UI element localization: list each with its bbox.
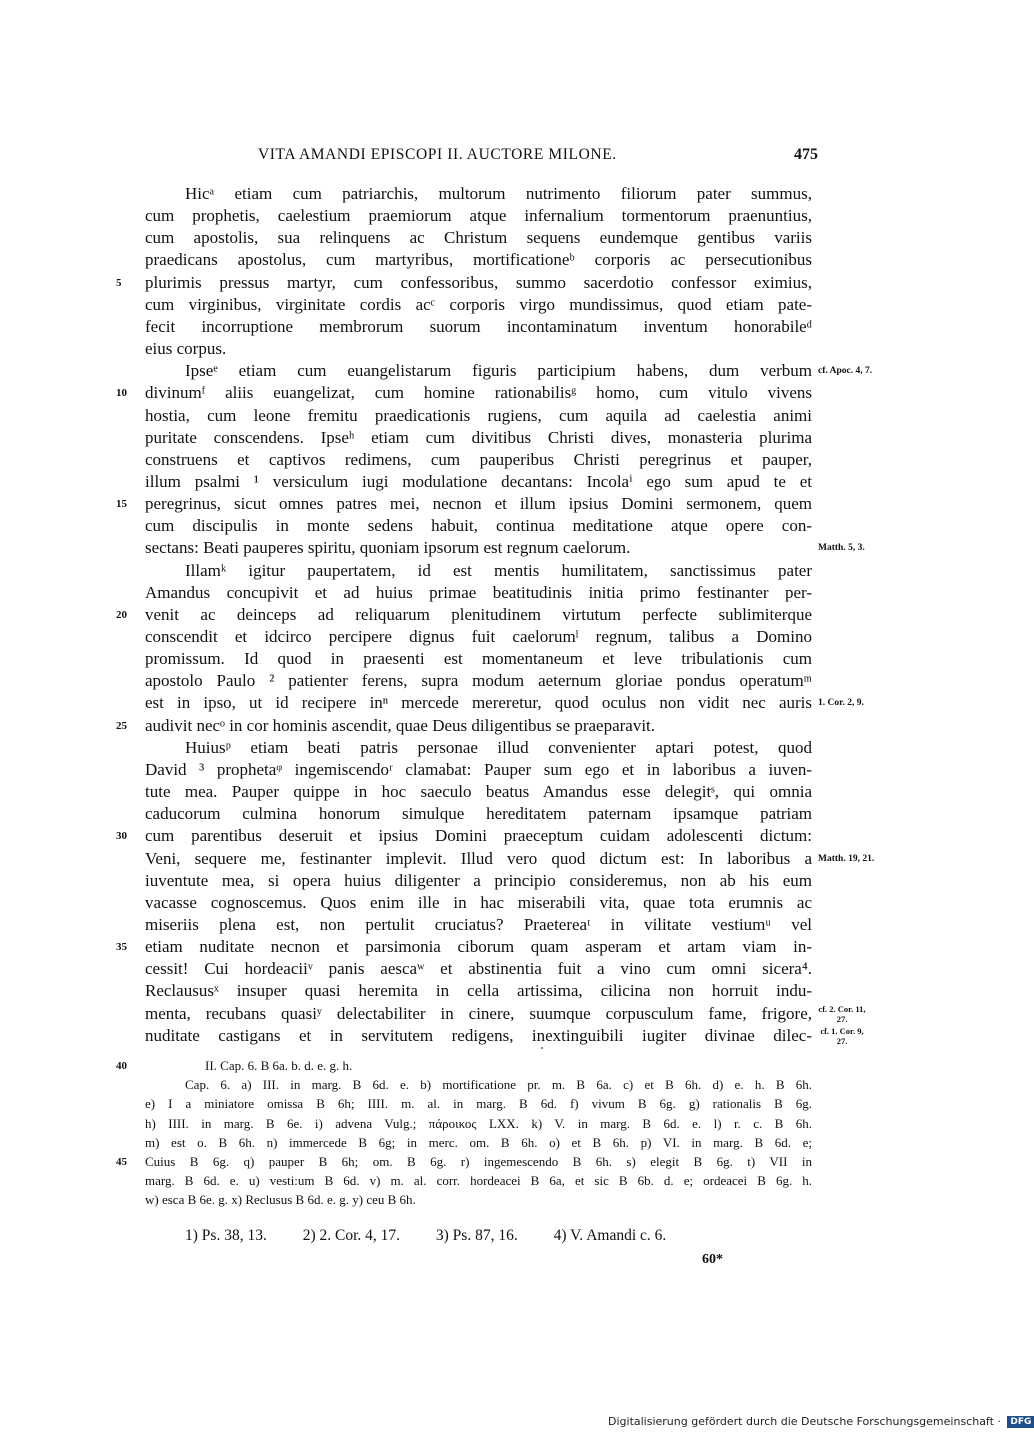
text-line: peregrinus, sicut omnes patres mei, necnon et illum ipsius Domini sermonem, quem bbox=[145, 494, 812, 513]
signature-mark: 60* bbox=[702, 1252, 723, 1267]
text-line: iuventute mea, si opera huius diligenter a principio consideremus, non ab his eum bbox=[145, 871, 812, 890]
text-line: Hicᵃ etiam cum patriarchis, multorum nutrimento filiorum pater summus, bbox=[185, 184, 812, 203]
page-number: 475 bbox=[794, 146, 818, 163]
source-notes bbox=[185, 1227, 765, 1249]
line-number: 45 bbox=[116, 1156, 127, 1168]
text-line: cessit! Cui hordeaciiᵛ panis aescaʷ et abstinentia fuit a vino cum omni sicera⁴. bbox=[145, 959, 812, 978]
separator-dot bbox=[541, 1047, 543, 1049]
line-number: 35 bbox=[116, 941, 127, 953]
apparatus-line: Cap. 6. a) III. in marg. B 6d. e. b) mortificatione pr. m. B 6a. c) et B 6h. d) e. h. B 6h. bbox=[185, 1077, 812, 1092]
line-number: 5 bbox=[116, 277, 122, 289]
text-line: promissum. Id quod in praesenti est momentaneum et leve tribulationis cum bbox=[145, 649, 812, 668]
text-line: cum apostolis, sua relinquens ac Christum sequens eundemque gentibus variis bbox=[145, 228, 812, 247]
text-line: eius corpus. bbox=[145, 339, 227, 358]
apparatus-line: II. Cap. 6. B 6a. b. d. e. g. h. bbox=[205, 1058, 353, 1073]
margin-reference: cf. Apoc. 4, 7. bbox=[818, 366, 873, 376]
dfg-logo-icon: DFG bbox=[1007, 1416, 1034, 1428]
text-line: plurimis pressus martyr, cum confessoribus, summo sacerdotio confessor eximius, bbox=[145, 273, 812, 292]
apparatus-line: w) esca B 6e. g. x) Reclusus B 6d. e. g. y) ceu B 6h. bbox=[145, 1192, 416, 1207]
text-line: construens et captivos redimens, cum pauperibus Christi peregrinus et pauper, bbox=[145, 450, 812, 469]
text-line: cum parentibus deseruit et ipsius Domini praeceptum cuidam adolescenti dictum: bbox=[145, 826, 812, 845]
text-line: illum psalmi ¹ versiculum iugi modulatione decantans: Incolaⁱ ego sum apud te et bbox=[145, 472, 812, 491]
text-line: Illamᵏ igitur paupertatem, id est mentis humilitatem, sanctissimus pater bbox=[185, 561, 812, 580]
line-number: 40 bbox=[116, 1060, 127, 1072]
footer-text: Digitalisierung gefördert durch die Deutsche Forschungsgemeinschaft · bbox=[608, 1415, 1001, 1428]
text-line: Huiusᵖ etiam beati patris personae illud convenienter aptari potest, quod bbox=[185, 738, 812, 757]
line-number: 20 bbox=[116, 609, 127, 621]
source-note: 2) 2. Cor. 4, 17. bbox=[302, 1227, 401, 1244]
apparatus-line: Cuius B 6g. q) pauper B 6h; om. B 6g. r) ingemescendo B 6h. s) elegit B 6g. t) VII in bbox=[145, 1154, 812, 1169]
line-number: 30 bbox=[116, 830, 127, 842]
running-title: VITA AMANDI EPISCOPI II. AUCTORE MILONE. bbox=[258, 146, 617, 163]
line-number: 25 bbox=[116, 720, 127, 732]
text-line: conscendit et idcirco percipere dignus fuit caelorumˡ regnum, talibus a Domino bbox=[145, 627, 812, 646]
text-line: divinumᶠ aliis euangelizat, cum homine rationabilisᵍ homo, cum vitulo vivens bbox=[145, 383, 812, 402]
text-line: venit ac deinceps ad reliquarum plenitudinem virtutum perfecte sublimiterque bbox=[145, 605, 812, 624]
text-line: hostia, cum leone fremitu praedicationis rugiens, cum aquila ad caelestia animi bbox=[145, 406, 812, 425]
source-note: 3) Ps. 87, 16. bbox=[435, 1227, 518, 1244]
text-line: Amandus concupivit et ad huius primae beatitudinis initia primo festinanter per- bbox=[145, 583, 812, 602]
text-line: Ipseᵉ etiam cum euangelistarum figuris participium habens, dum verbum bbox=[185, 361, 812, 380]
text-line: cum prophetis, caelestium praemiorum atque infernalium tormentorum praenuntius, bbox=[145, 206, 812, 225]
margin-reference: 1. Cor. 2, 9. bbox=[818, 698, 864, 708]
text-line: menta, recubans quasiʸ delectabiliter in cinere, suumque corpusculum fame, frigore, bbox=[145, 1004, 812, 1023]
margin-reference: Matth. 5, 3. bbox=[818, 543, 865, 553]
margin-reference: cf. 2. Cor. 11, 27. bbox=[818, 1004, 866, 1024]
apparatus-line: m) est o. B 6h. n) immercede B 6g; in merc. om. B 6h. o) et B 6h. p) VI. in marg. B 6d. e; bbox=[145, 1135, 812, 1150]
source-note: 4) V. Amandi c. 6. bbox=[553, 1227, 667, 1244]
digitization-footer bbox=[608, 1415, 1034, 1428]
margin-reference: cf. 1. Cor. 9, 27. bbox=[820, 1026, 864, 1046]
text-line: nuditate castigans et in servitutem redigens, inextinguibili iugiter divinae dilec- bbox=[145, 1026, 812, 1045]
margin-reference: Matth. 19, 21. bbox=[818, 854, 875, 864]
text-line: audivit necᵒ in cor hominis ascendit, quae Deus diligentibus se praeparavit. bbox=[145, 716, 656, 735]
text-line: etiam nuditate necnon et parsimonia ciborum quam asperam et artam viam in- bbox=[145, 937, 812, 956]
text-line: cum virginibus, virginitate cordis acᶜ corporis virgo mundissimus, quod etiam pate- bbox=[145, 295, 812, 314]
text-line: vacasse cognoscemus. Quos enim ille in hac miserabili vita, quae tota erumnis ac bbox=[145, 893, 812, 912]
apparatus-line: e) I a miniatore omissa B 6h; IIII. m. al. in marg. B 6d. f) vivum B 6g. g) rationalis B 6g. bbox=[145, 1096, 812, 1111]
text-line: praedicans apostolus, cum martyribus, mortificationeᵇ corporis ac persecutionibus bbox=[145, 250, 812, 269]
apparatus-line: marg. B 6d. e. u) vesti:um B 6d. v) m. al. corr. hordeacei B 6a, et sic B 6b. d. e; ordeacei B 6g. h. bbox=[145, 1173, 812, 1188]
apparatus-line: h) IIII. in marg. B 6e. i) advena Vulg.; πάροικος LXX. k) V. in marg. B 6d. e. l) r. c. B 6h. bbox=[145, 1116, 812, 1131]
text-line: Reclaususˣ insuper quasi heremita in cella artissima, cilicina non horruit indu- bbox=[145, 981, 812, 1000]
text-line: David ³ prophetaᵠ ingemiscendoʳ clamabat: Pauper sum ego et in laboribus a iuven- bbox=[145, 760, 812, 779]
text-line: puritate conscendens. Ipseʰ etiam cum divitibus Christi dives, monasteria plurima bbox=[145, 428, 812, 447]
source-note: 1) Ps. 38, 13. bbox=[185, 1227, 267, 1244]
line-number: 10 bbox=[116, 387, 127, 399]
text-line: apostolo Paulo ² patienter ferens, supra modum aeternum gloriae pondus operatumᵐ bbox=[145, 671, 812, 690]
text-line: sectans: Beati pauperes spiritu, quoniam ipsorum est regnum caelorum. bbox=[145, 538, 631, 557]
text-line: est in ipso, ut id recipere inⁿ mercede mereretur, quod oculus non vidit nec auris bbox=[145, 693, 812, 712]
text-line: fecit incorruptione membrorum suorum incontaminatum inventum honorabileᵈ bbox=[145, 317, 812, 336]
text-line: miseriis plena est, non pertulit cruciatus? Praetereaᵗ in vilitate vestiumᵘ vel bbox=[145, 915, 812, 934]
text-line: Veni, sequere me, festinanter implevit. Illud vero quod dictum est: In laboribus a bbox=[145, 849, 812, 868]
text-line: caducorum culmina honorum simulque hereditatem paternam ipsamque patriam bbox=[145, 804, 812, 823]
page-header bbox=[258, 146, 818, 170]
text-line: tute mea. Pauper quippe in hoc saeculo beatus Amandus esse delegitˢ, qui omnia bbox=[145, 782, 812, 801]
text-line: cum discipulis in monte sedens habuit, continua meditatione atque opere con- bbox=[145, 516, 812, 535]
line-number: 15 bbox=[116, 498, 127, 510]
